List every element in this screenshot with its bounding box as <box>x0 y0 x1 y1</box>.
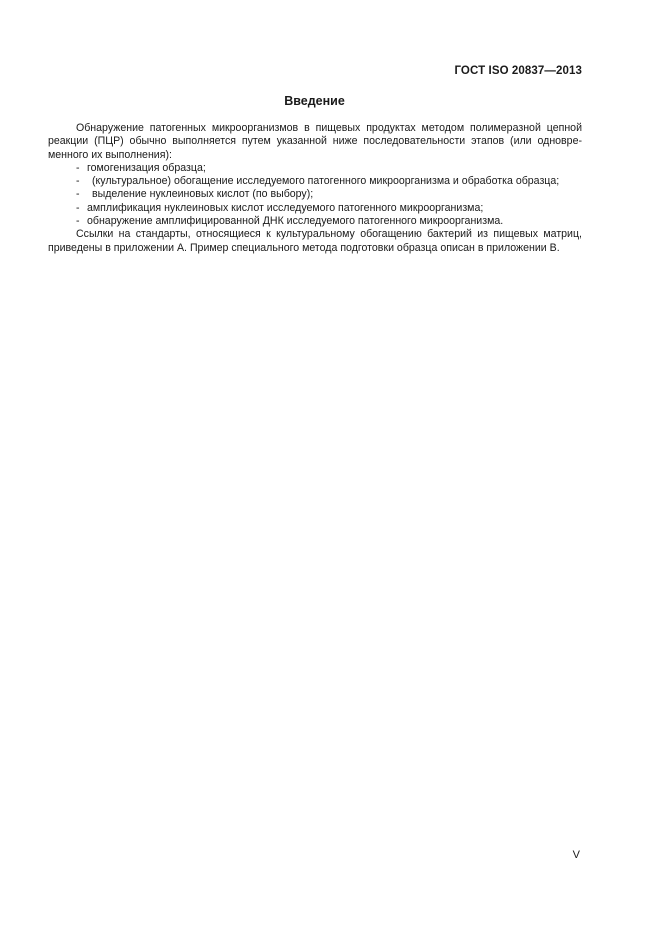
list-item <box>76 162 582 175</box>
list-dash: - <box>76 175 80 188</box>
list-item-text: выделение нуклеиновых кислот (по выбору); <box>92 188 314 201</box>
list-dash: - <box>76 201 80 214</box>
document-body <box>48 122 582 255</box>
intro-line: Обнаружение патогенных микроорганизмов в пищевых продуктах методом полимеразной цепной <box>76 122 582 134</box>
references-paragraph <box>48 228 582 255</box>
list-dash: - <box>76 188 80 201</box>
references-line: Ссылки на стандарты, относящиеся к культуральному обогащению бактерий из пищевых матриц, <box>76 228 582 241</box>
intro-line: менного их выполнения): <box>48 148 172 161</box>
list-item <box>76 215 582 228</box>
standard-designation: ГОСТ ISO 20837—2013 <box>454 65 582 77</box>
list-item <box>76 188 582 201</box>
list-dash: - <box>76 215 80 228</box>
list-dash: - <box>76 161 80 174</box>
intro-paragraph <box>48 122 582 162</box>
references-line: приведены в приложении А. Пример специального метода подготовки образца описан в приложении В. <box>48 241 560 254</box>
list-item <box>76 202 582 215</box>
list-item-text: амплификация нуклеиновых кислот исследуемого патогенного микроорганизма; <box>87 201 484 214</box>
list-item-text: (культуральное) обогащение исследуемого патогенного микроорганизма и обработка образца; <box>92 175 560 188</box>
page-number: V <box>572 849 580 861</box>
list-item <box>76 175 582 188</box>
process-steps-list <box>48 162 582 228</box>
section-title: Введение <box>284 94 345 108</box>
list-item-text: обнаружение амплифицированной ДНК исследуемого патогенного микроорганизма. <box>87 215 504 228</box>
list-item-text: гомогенизация образца; <box>87 161 206 174</box>
intro-line: реакции (ПЦР) обычно выполняется путем указанной ниже последовательности этапов (или одновре- <box>48 135 582 148</box>
